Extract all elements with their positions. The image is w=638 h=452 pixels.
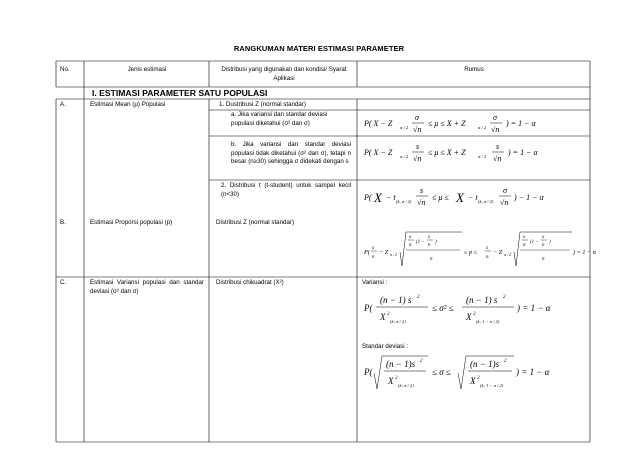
svg-text:P(: P( (364, 193, 372, 202)
svg-text:(k; 1 − α / 2): (k; 1 − α / 2) (480, 383, 504, 388)
header-jenis: Jenis estimasi (127, 66, 167, 73)
svg-text:(n − 1)s: (n − 1)s (386, 359, 416, 369)
svg-text:2: 2 (387, 312, 390, 317)
svg-text:x: x (428, 235, 431, 240)
svg-text:x: x (409, 235, 412, 240)
svg-text:α / 2: α / 2 (504, 253, 511, 257)
svg-text:√n: √n (500, 198, 509, 207)
row-a-dist-2: 2. Distribusi t (t-student) untuk sampel kecil (n<30) (221, 182, 351, 198)
formula-mean-t (362, 181, 588, 215)
svg-text:) = 1 − α: ) = 1 − α (516, 367, 550, 377)
svg-text:(k; 1 − α / 2): (k; 1 − α / 2) (476, 319, 500, 324)
svg-text:n: n (523, 243, 526, 248)
row-a-no: A. (60, 101, 66, 108)
svg-text:x: x (542, 235, 545, 240)
svg-text:− Z: − Z (379, 249, 389, 256)
svg-text:x: x (523, 235, 526, 240)
svg-text:√n: √n (417, 198, 426, 207)
svg-text:n: n (542, 257, 545, 262)
svg-text:(k, α / 2): (k, α / 2) (478, 199, 494, 204)
svg-text:2: 2 (417, 295, 420, 300)
svg-text:): ) (549, 240, 551, 245)
svg-text:(n − 1) s: (n − 1) s (380, 295, 412, 305)
row-c-variance-label: Variansi : (362, 279, 388, 286)
formula-variance (362, 288, 588, 328)
formula-mean-z-sigma-known (362, 110, 588, 136)
header-distribusi: Distribusi yang digunakan dan kondisi/ Syarat Aplikasi (221, 66, 347, 82)
svg-text:x: x (486, 246, 489, 251)
header-no: No. (60, 66, 70, 73)
svg-text:X: X (466, 312, 472, 322)
svg-text:P(: P( (364, 249, 370, 256)
header-rumus: Rumus (464, 66, 484, 73)
svg-text:α / 2: α / 2 (478, 125, 487, 130)
row-a-jenis: Estimasi Mean (μ) Populasi (90, 101, 166, 108)
row-a-dist-1b: b. Jika variansi dan standar deviasi populasi tidak diketahui (σ² dan σ), tetapi n besar (n≥30) sehingga σ didekati dengan s (231, 141, 351, 166)
svg-text:2: 2 (503, 295, 506, 300)
svg-text:− Z: − Z (493, 249, 503, 256)
svg-text:≤ μ ≤ X + Z: ≤ μ ≤ X + Z (428, 119, 466, 128)
svg-text:n: n (486, 255, 489, 260)
svg-text:s: s (416, 142, 420, 151)
svg-text:(k, α / 2): (k, α / 2) (396, 199, 412, 204)
svg-text:≤ μ ≤ X + Z: ≤ μ ≤ X + Z (428, 148, 466, 157)
svg-text:(n − 1)s: (n − 1)s (470, 359, 500, 369)
svg-text:(k; α / 2): (k; α / 2) (390, 319, 406, 324)
document-title: RANGKUMAN MATERI ESTIMASI PARAMETER (233, 44, 405, 53)
svg-text:2: 2 (420, 359, 423, 364)
row-c-no: C. (60, 279, 67, 286)
svg-text:X: X (470, 376, 476, 386)
svg-text:α / 2: α / 2 (478, 154, 487, 159)
svg-text:X: X (388, 376, 394, 386)
formula-mean-z-large-sample (362, 141, 588, 167)
svg-text:σ: σ (415, 113, 419, 122)
svg-text:): ) (435, 240, 437, 245)
svg-text:σ: σ (493, 113, 497, 122)
svg-text:α / 2: α / 2 (390, 253, 397, 257)
svg-text:) = 1 − α: ) = 1 − α (573, 249, 596, 256)
row-c-jenis: Estimasi Variansi populasi dan standar deviasi (σ² dan σ) (90, 279, 204, 295)
svg-text:α / 2: α / 2 (400, 125, 409, 130)
svg-text:(k; α / 2): (k; α / 2) (398, 383, 414, 388)
svg-text:X: X (456, 190, 464, 205)
svg-text:X: X (374, 190, 382, 205)
row-a-dist-1: 1. Dustribusi Z (normal standar) (219, 101, 306, 108)
svg-text:√n: √n (491, 125, 500, 134)
svg-text:n: n (542, 243, 545, 248)
svg-text:) = 1 − α: ) = 1 − α (517, 303, 551, 313)
svg-text:P( X − Z: P( X − Z (364, 119, 393, 128)
section-heading: I. ESTIMASI PARAMETER SATU POPULASI (92, 88, 268, 98)
svg-text:2: 2 (473, 312, 476, 317)
svg-text:− t: − t (386, 193, 396, 202)
svg-text:2: 2 (477, 376, 480, 381)
svg-text:≤ μ ≤: ≤ μ ≤ (432, 193, 449, 202)
svg-text:(1 −: (1 − (530, 240, 539, 245)
svg-text:P(: P( (364, 303, 373, 313)
svg-text:) = 1 − α: ) = 1 − α (508, 148, 538, 157)
svg-text:X: X (380, 312, 386, 322)
row-c-stddev-label: Standar deviasi : (362, 343, 409, 350)
svg-text:) − 1 − α: ) − 1 − α (514, 193, 544, 202)
svg-text:x: x (372, 246, 375, 251)
svg-text:P( X − Z: P( X − Z (364, 148, 393, 157)
svg-text:√n: √n (413, 125, 422, 134)
svg-text:2: 2 (395, 376, 398, 381)
row-c-dist: Distribusi chikuadrat (X²) (216, 279, 284, 286)
svg-text:s: s (420, 186, 424, 195)
svg-text:P(: P( (364, 367, 373, 377)
row-b-jenis: Estimasi Proporsi populasi (p) (90, 219, 173, 226)
svg-text:σ: σ (503, 186, 507, 195)
svg-text:s: s (496, 142, 500, 151)
svg-text:n: n (430, 257, 433, 262)
svg-text:n: n (409, 243, 412, 248)
svg-text:√n: √n (493, 154, 502, 163)
formula-proportion (362, 228, 596, 272)
row-a-dist-1a: a. Jika variansi dan standar deviasi populasi diketahui (σ² dan σ) (231, 111, 328, 127)
svg-text:≤ σ ≤: ≤ σ ≤ (432, 367, 451, 377)
svg-text:√n: √n (413, 154, 422, 163)
svg-text:n: n (372, 255, 375, 260)
formula-stddev (362, 352, 588, 392)
svg-text:≤ σ² ≤: ≤ σ² ≤ (432, 303, 454, 313)
row-b-no: B. (60, 219, 66, 226)
svg-text:≤ p ≤: ≤ p ≤ (464, 249, 477, 256)
svg-text:(1 −: (1 − (416, 240, 425, 245)
svg-text:n: n (428, 243, 431, 248)
svg-text:2: 2 (504, 359, 507, 364)
svg-text:) = 1 − α: ) = 1 − α (506, 119, 536, 128)
svg-text:(n − 1) s: (n − 1) s (466, 295, 498, 305)
svg-text:α / 2: α / 2 (400, 154, 409, 159)
svg-text:− t: − t (468, 193, 478, 202)
row-b-dist: Distribusi Z (normal standar) (216, 219, 295, 226)
